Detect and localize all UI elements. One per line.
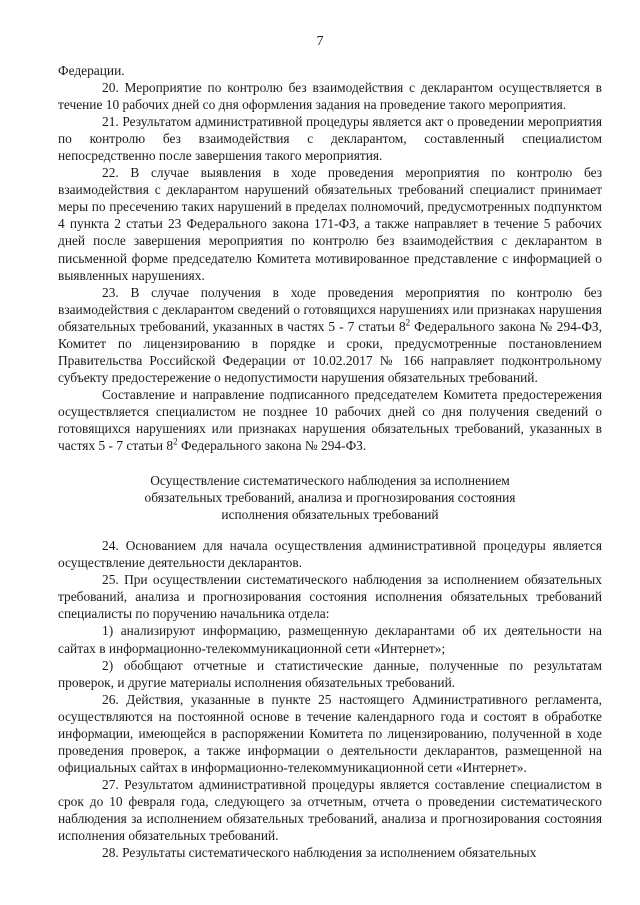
section-heading (58, 472, 602, 523)
superscript-2: 2 (405, 317, 411, 328)
superscript-2: 2 (173, 436, 178, 447)
paragraph-federatsii: Федерации. (58, 63, 125, 78)
section-heading-line-3: исполнения обязательных требований (221, 507, 439, 523)
paragraph-23-part2: Федерального закона № 294-ФЗ, Комитет по лицензированию в порядке и сроки, предусмотренные постановлением Правительства Российской Федерации от 10.02.2017 № 166 направляет подконтрольному субъекту предостережение о недопустимости нарушения обязательных требований. (58, 318, 602, 385)
paragraph-21: 21. Результатом административной процедуры является акт о проведении мероприятия по контролю без взаимодействия с декларантом, составленный специалистом непосредственно после завершения такого мероприятия. (58, 114, 602, 164)
paragraph-25-item-1: 1) анализируют информацию, размещенную декларантами об их деятельности на сайтах в информационно-телекоммуникационной сети «Интернет»; (58, 623, 602, 656)
paragraph-sostavlenie-part1: Составление и направление подписанного председателем Комитета предостережения осуществляется специалистом не позднее 10 рабочих дней со дня получения сведений о готовящихся нарушениях или признаках нарушения обязательных требований, указанных в частях 5 - 7 статьи 8 (58, 386, 602, 454)
paragraph-27: 27. Результатом административной процедуры является составление специалистом в срок до 10 февраля года, следующего за отчетным, отчета о проведении систематического наблюдения за исполнением обязательных требований, анализа и прогнозирования состояния исполнения обязательных требований. (58, 776, 602, 844)
paragraph-25-item-2: 2) обобщают отчетные и статистические данные, полученные по результатам проверок, и другие материалы исполнения обязательных требований. (58, 657, 602, 690)
paragraph-24: 24. Основанием для начала осуществления административной процедуры является осуществление деятельности декларантов. (58, 538, 602, 571)
paragraph-23 (58, 284, 602, 386)
section-heading-line-1: Осуществление систематического наблюдения за исполнением (150, 473, 510, 489)
section-heading-line-2: обязательных требований, анализа и прогнозирования состояния (144, 490, 516, 506)
paragraph-sostavlenie (58, 386, 602, 454)
paragraph-20: 20. Мероприятие по контролю без взаимодействия с декларантом осуществляется в течение 10 рабочих дней со дня оформления задания на проведение такого мероприятия. (58, 80, 602, 113)
paragraph-23-part1: 23. В случае получения в ходе проведения мероприятия по контролю без взаимодействия с декларантом сведений о готовящихся нарушениях или признаках нарушения обязательных требований, указанных в частях 5 - 7 статьи 8 (58, 284, 602, 334)
paragraph-sostavlenie-part2: Федерального закона № 294-ФЗ. (177, 438, 367, 454)
page-number: 7 (316, 34, 324, 49)
paragraph-28: 28. Результаты систематического наблюдения за исполнением обязательных (102, 845, 537, 861)
paragraph-25: 25. При осуществлении систематического наблюдения за исполнением обязательных требований, анализа и прогнозирования состояния исполнения обязательных требований специалисты по поручению начальника отдела: (58, 572, 602, 622)
paragraph-26: 26. Действия, указанные в пункте 25 настоящего Административного регламента, осуществляются на постоянной основе в течение календарного года и состоят в обработке информации, имеющейся в распоряжении Комитета по лицензированию, полученной в ходе проведения проверок, а также информации о деятельности декларантов, размещенной на официальных сайтах в информационно-телекоммуникационной сети «Интернет». (58, 691, 602, 775)
document-body (58, 62, 602, 861)
paragraph-22: 22. В случае выявления в ходе проведения мероприятия по контролю без взаимодействия с декларантом нарушений обязательных требований специалист принимает меры по пресечению таких нарушений в пределах полномочий, предусмотренных подпунктом 4 пункта 2 статьи 23 Федерального закона 171-ФЗ, а также направляет в течение 5 рабочих дней после завершения мероприятия по контролю без взаимодействия с декларантом в письменной форме председателю Комитета мотивированное представление с информацией о выявленных нарушениях. (58, 165, 602, 283)
